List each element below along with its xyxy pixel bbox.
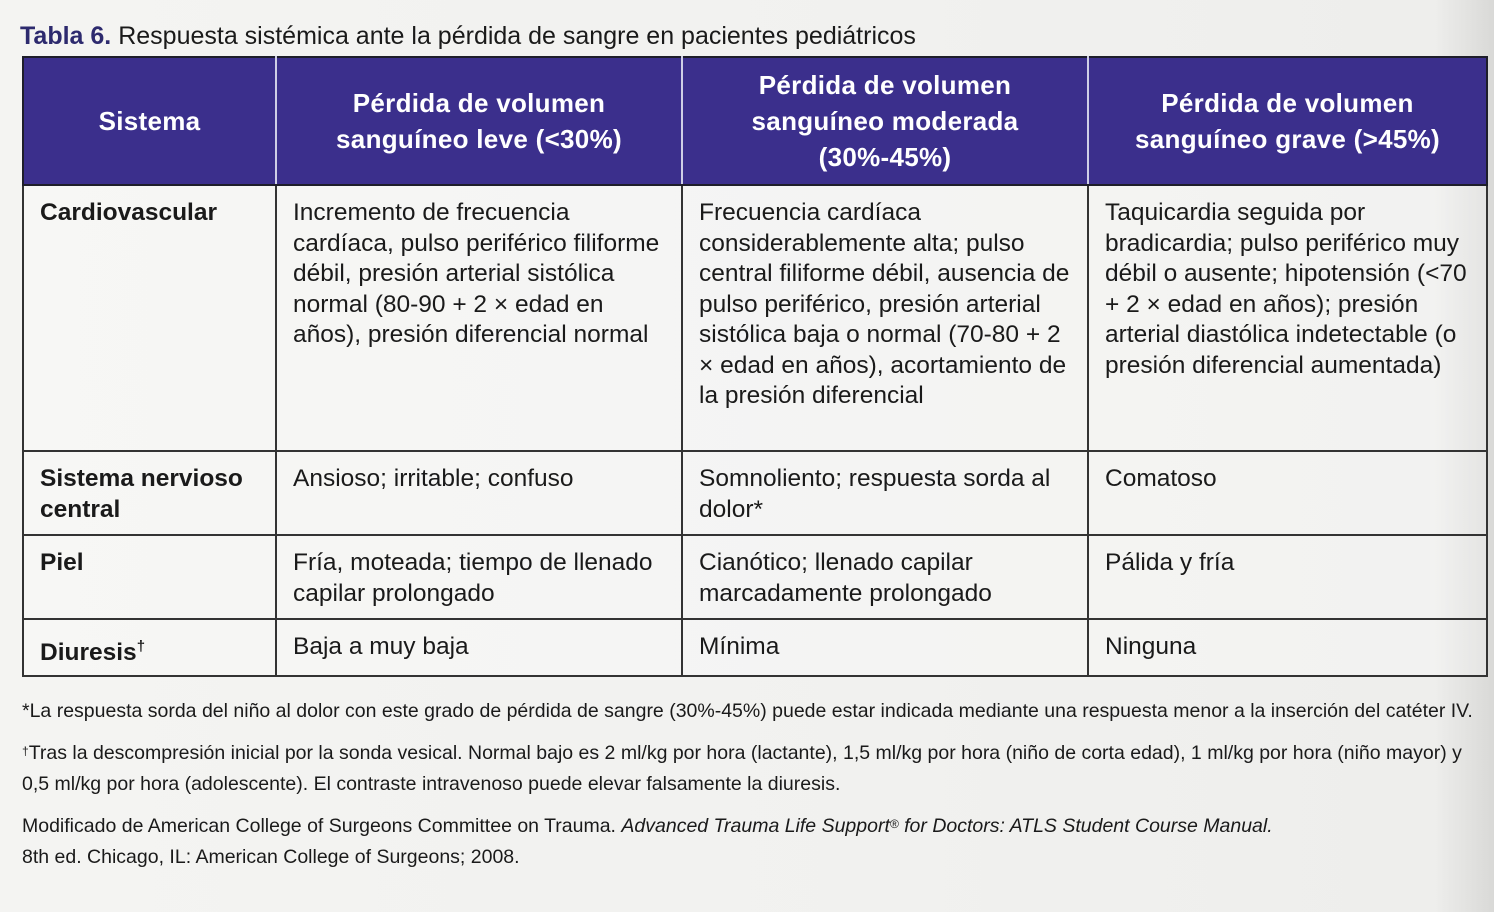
source-title-rest: for Doctors: ATLS Student Course Manual. <box>904 815 1273 837</box>
table-row <box>23 619 1487 676</box>
cell-severe: Comatoso <box>1088 451 1487 535</box>
table-row <box>23 451 1487 535</box>
table-row <box>23 185 1487 451</box>
source-title: Advanced Trauma Life Support <box>621 815 890 837</box>
cell-severe: Pálida y fría <box>1088 535 1487 619</box>
footnote-dagger-text: Tras la descompresión inicial por la sonda vesical. Normal bajo es 2 ml/kg por hora (lactante), 1,5 ml/kg por hora (niño de corta edad), 1 ml/kg por hora (niño mayor) y 0,5 ml/kg por hora (adolescente). El contraste intravenoso puede elevar falsamente la diuresis. <box>22 742 1462 795</box>
cell-mild: Incremento de frecuencia cardíaca, pulso periférico filiforme débil, presión arterial sistólica normal (80-90 + 2 × edad en años), presión diferencial normal <box>276 185 682 451</box>
registered-mark: ® <box>889 817 899 831</box>
row-system: Cardiovascular <box>23 185 276 451</box>
header-system: Sistema <box>23 57 276 185</box>
header-mild: Pérdida de volumen sanguíneo leve (<30%) <box>276 57 682 185</box>
cell-moderate: Mínima <box>682 619 1088 676</box>
cell-severe: Ninguna <box>1088 619 1487 676</box>
footnotes <box>22 696 1482 884</box>
cell-moderate: Cianótico; llenado capilar marcadamente prolongado <box>682 535 1088 619</box>
row-system: Piel <box>23 535 276 619</box>
table-label: Tabla 6. <box>20 22 112 50</box>
source-citation <box>22 811 1482 873</box>
footnote-asterisk: *La respuesta sorda del niño al dolor con este grado de pérdida de sangre (30%-45%) puede estar indicada mediante una respuesta menor a la inserción del catéter IV. <box>22 700 1473 722</box>
cell-mild: Fría, moteada; tiempo de llenado capilar prolongado <box>276 535 682 619</box>
row-system-label: Diuresis <box>40 639 137 667</box>
cell-moderate: Somnoliento; respuesta sorda al dolor* <box>682 451 1088 535</box>
table-row <box>23 535 1487 619</box>
source-suffix: 8th ed. Chicago, IL: American College of Surgeons; 2008. <box>22 846 520 868</box>
blood-loss-table <box>22 56 1488 677</box>
cell-severe: Taquicardia seguida por bradicardia; pulso periférico muy débil o ausente; hipotensión (<70 + 2 × edad en años); presión arterial diastólica indetectable (o presión diferencial aumentada) <box>1088 185 1487 451</box>
dagger-mark: † <box>22 744 29 758</box>
footnote-dagger <box>22 738 1482 800</box>
table-title: Respuesta sistémica ante la pérdida de sangre en pacientes pediátricos <box>118 22 916 50</box>
row-system <box>23 619 276 676</box>
header-severe: Pérdida de volumen sanguíneo grave (>45%) <box>1088 57 1487 185</box>
row-system: Sistema nervioso central <box>23 451 276 535</box>
cell-mild: Ansioso; irritable; confuso <box>276 451 682 535</box>
header-row <box>23 57 1487 185</box>
cell-mild: Baja a muy baja <box>276 619 682 676</box>
cell-moderate: Frecuencia cardíaca considerablemente alta; pulso central filiforme débil, ausencia de pulso periférico, presión arterial sistólica baja o normal (70-80 + 2 × edad en años), acortamiento de la presión diferencial <box>682 185 1088 451</box>
header-moderate: Pérdida de volumen sanguíneo moderada (30%-45%) <box>682 57 1088 185</box>
source-prefix: Modificado de American College of Surgeons Committee on Trauma. <box>22 815 616 837</box>
dagger-mark: † <box>136 638 146 655</box>
table-caption <box>20 20 916 52</box>
